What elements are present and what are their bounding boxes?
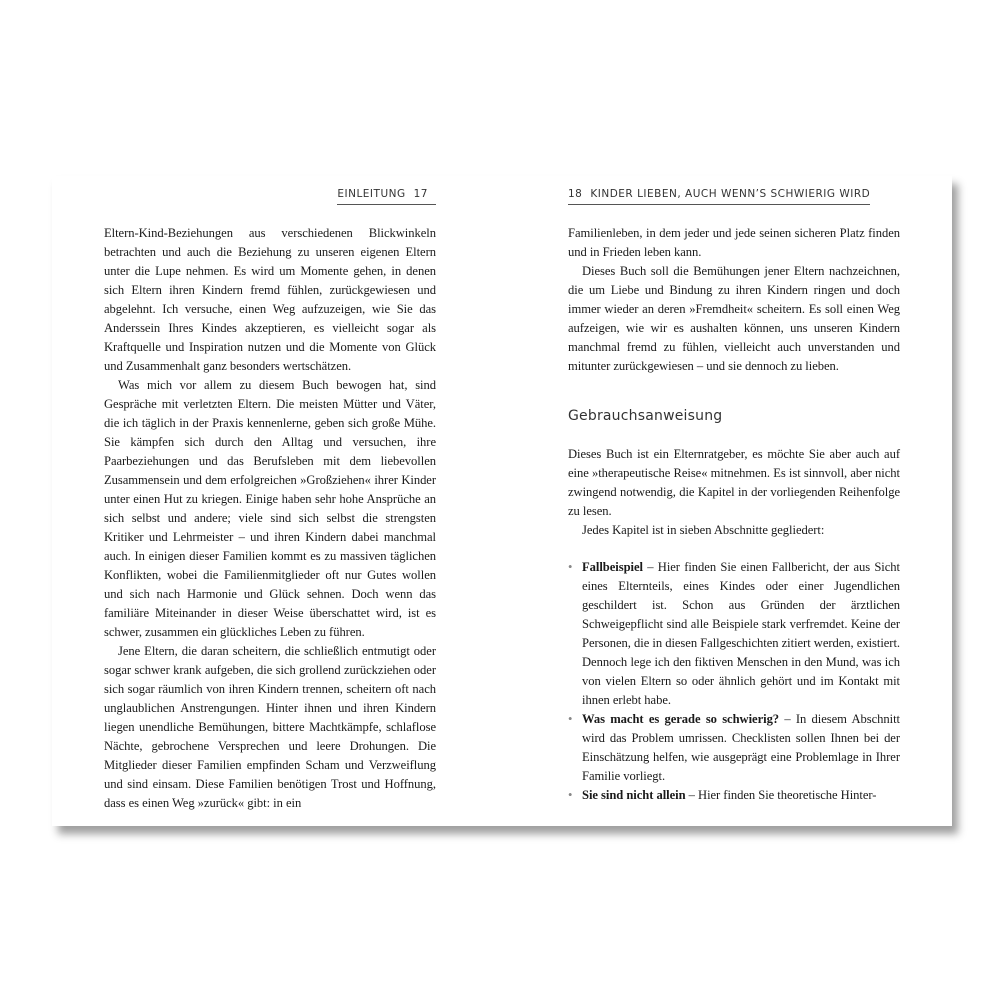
section-title: EINLEITUNG xyxy=(337,188,406,200)
right-page-body xyxy=(568,224,900,805)
paragraph: Eltern-Kind-Beziehungen aus verschiedenen Blickwinkeln betrachten und auch die Beziehung zu unseren eigenen Eltern unter die Lupe nehmen. Es wird um Momente gehen, in denen sich Eltern ihren Kindern fremd fühlen, zurückgewiesen und abgelehnt. Ich versuche, einen Weg aufzuzeigen, wie Sie das Anderssein Ihres Kindes akzeptieren, es vielleicht sogar als Kraftquelle und Inspiration nutzen und die Momente von Glück und Zusammenhalt ganz besonders wertschätzen. xyxy=(104,226,436,373)
page-number-left: 17 xyxy=(413,188,428,200)
left-page xyxy=(52,176,500,826)
running-head-left xyxy=(337,188,436,205)
paragraph: Was mich vor allem zu diesem Buch bewogen hat, sind Gespräche mit verletzten Eltern. Die meisten Mütter und Väter, die ich täglich in der Praxis kennenlerne, geben sich große Mühe. Sie kämpfen sich durch den Alltag und versuchen, ihre Paarbeziehungen und das Berufsleben mit dem liebevollen Zusammensein und dem erfolgreichen »Großziehen« ihrer Kinder unter einen Hut zu kriegen. Einige haben sehr hohe Ansprüche an sich selbst und andere; viele sind sich selbst die strengsten Kritiker und Lehrmeister – und ihren Kindern dabei manchmal auch. In einigen dieser Familien kommt es zu massiven täglichen Konflikten, wobei die Familienmitglieder oft nur Gutes wollen und sich nach Harmonie und Glück sehnen. Doch wenn das familiäre Miteinander in dieser Weise überschattet wird, ist es schwer, zusammen ein glückliches Leben zu führen. xyxy=(104,378,436,639)
paragraph: Dieses Buch ist ein Elternratgeber, es möchte Sie aber auch auf eine »therapeutische Reise« mitnehmen. Es ist sinnvoll, aber nicht zwingend notwendig, die Kapitel in der vorliegenden Reihenfolge zu lesen. xyxy=(568,447,900,518)
list-item-text: – Hier finden Sie einen Fallbericht, der aus Sicht eines Elternteils, eines Kindes oder einer Jugendlichen geschildert ist. Schon aus Gründen der ärztlichen Schweigepflicht sind alle Beispiele stark verfremdet. Keine der Personen, die in diesen Fallgeschichten zitiert werden, existiert. Dennoch lege ich den fiktiven Menschen in den Mund, was ich von vielen Eltern so oder ähnlich gehört und im Kontakt mit ihnen erlebt habe. xyxy=(582,560,900,707)
list-item-term: Sie sind nicht allein xyxy=(582,788,686,802)
paragraph: Familienleben, in dem jeder und jede seinen sicheren Platz finden und in Frieden leben kann. xyxy=(568,226,900,259)
chapter-structure-list xyxy=(568,558,900,805)
list-item-term: Fallbeispiel xyxy=(582,560,643,574)
list-item xyxy=(568,710,900,786)
bullet-icon: • xyxy=(568,560,573,574)
book-spread xyxy=(52,176,952,826)
section-heading: Gebrauchsanweisung xyxy=(568,408,723,424)
bullet-icon: • xyxy=(568,712,573,726)
paragraph: Jedes Kapitel ist in sieben Abschnitte gegliedert: xyxy=(582,523,825,537)
left-page-body xyxy=(104,224,436,813)
paragraph: Jene Eltern, die daran scheitern, die schließlich entmutigt oder sogar schwer krank aufgeben, die sich grollend zurückziehen oder sich sogar räumlich von ihren Kindern trennen, scheitern oft nach unglaublichen Anstrengungen. Hinter ihnen und ihren Kindern liegen unendliche Bemühungen, bittere Machtkämpfe, schlaflose Nächte, gebrochene Versprechen und leere Drohungen. Die Mitglieder dieser Familien empfinden Scham und Verzweiflung und sind einsam. Diese Familien benötigen Trost und Hoffnung, dass es einen Weg »zurück« gibt: in ein xyxy=(104,644,436,810)
list-item-text: – In diesem Abschnitt wird das Problem umrissen. Checklisten sollen Ihnen bei der Einschätzung helfen, wie ausgeprägt eine Problemlage in Ihrer Familie vorliegt. xyxy=(582,712,900,783)
book-title: KINDER LIEBEN, AUCH WENN’S SCHWIERIG WIRD xyxy=(590,188,871,200)
list-item-term: Was macht es gerade so schwierig? xyxy=(582,712,780,726)
list-item xyxy=(568,786,900,805)
page-number-right: 18 xyxy=(568,188,583,200)
running-head-right xyxy=(568,188,870,205)
right-page xyxy=(502,176,952,826)
list-item xyxy=(568,558,900,710)
list-item-text: – Hier finden Sie theoretische Hinter- xyxy=(685,788,877,802)
paragraph: Dieses Buch soll die Bemühungen jener Eltern nachzeichnen, die um Liebe und Bindung zu ihren Kindern ringen und doch immer wieder an deren »Fremdheit« scheitern. Es soll einen Weg aufzeigen, wie wir es aushalten können, uns unseren Kindern manchmal fremd zu fühlen, vielleicht auch unverstanden und mitunter zurückgewiesen – und sie dennoch zu lieben. xyxy=(568,264,900,373)
bullet-icon: • xyxy=(568,788,573,802)
